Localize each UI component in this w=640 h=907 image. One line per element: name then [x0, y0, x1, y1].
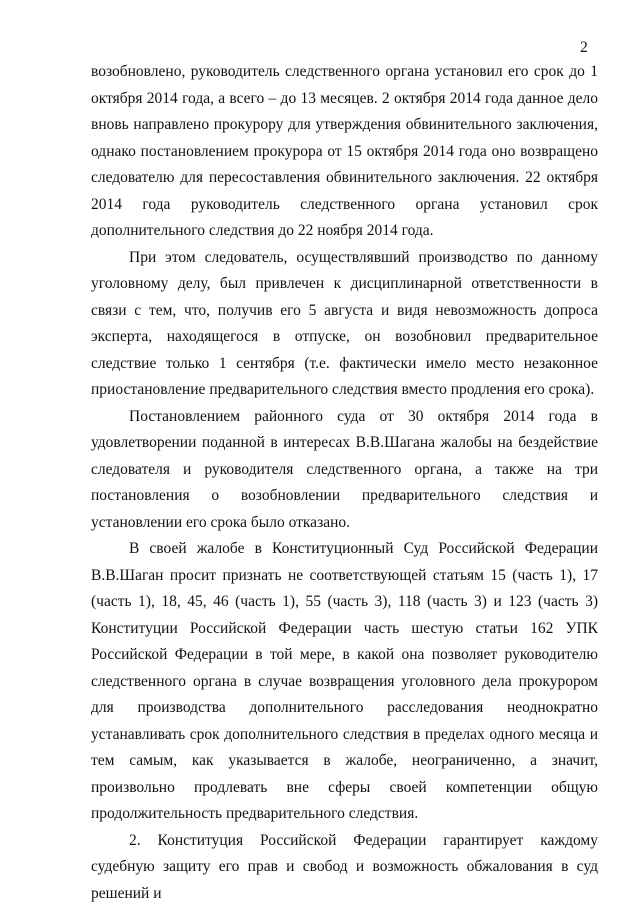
paragraph-district-court-ruling: Постановлением районного суда от 30 октября 2014 года в удовлетворении поданной в интересах В.В.Шагана жалобы на бездействие следователя и руководителя следственного органа, а также на три постановления о возобновлении предварительного следствия и установлении его срока было отказано.	[91, 404, 598, 537]
paragraph-investigator-discipline: При этом следователь, осуществлявший производство по данному уголовному делу, был привлечен к дисциплинарной ответственности в связи с тем, что, получив его 5 августа и видя невозможность допроса эксперта, находящегося в отпуске, он возобновил предварительное следствие только 1 сентября (т.е. фактически имело место незаконное приостановление предварительного следствия вместо продления его срока).	[91, 245, 598, 404]
page-number: 2	[580, 38, 588, 58]
paragraph-continuation: возобновлено, руководитель следственного органа установил его срок до 1 октября 2014 года, а всего – до 13 месяцев. 2 октября 2014 года данное дело вновь направлено прокурору для утверждения обвинительного заключения, однако постановлением прокурора от 15 октября 2014 года оно возвращено следователю для пересоставления обвинительного заключения. 22 октября 2014 года руководитель следственного органа установил срок дополнительного следствия до 22 ноября 2014 года.	[91, 59, 598, 245]
paragraph-complaint: В своей жалобе в Конституционный Суд Российской Федерации В.В.Шаган просит признать не соответствующей статьям 15 (часть 1), 17 (часть 1), 18, 45, 46 (часть 1), 55 (часть 3), 118 (часть 3) и 123 (часть 3) Конституции Российской Федерации часть шестую статьи 162 УПК Российской Федерации в той мере, в какой она позволяет руководителю следственного органа в случае возвращения уголовного дела прокурором для производства дополнительного расследования неоднократно устанавливать срок дополнительного следствия в пределах одного месяца и тем самым, как указывается в жалобе, неограниченно, а значит, произвольно продлевать вне сферы своей компетенции общую продолжительность предварительного следствия.	[91, 536, 598, 828]
document-body	[91, 59, 598, 907]
paragraph-section-2: 2. Конституция Российской Федерации гарантирует каждому судебную защиту его прав и свобод и возможность обжалования в суд решений и	[91, 828, 598, 907]
